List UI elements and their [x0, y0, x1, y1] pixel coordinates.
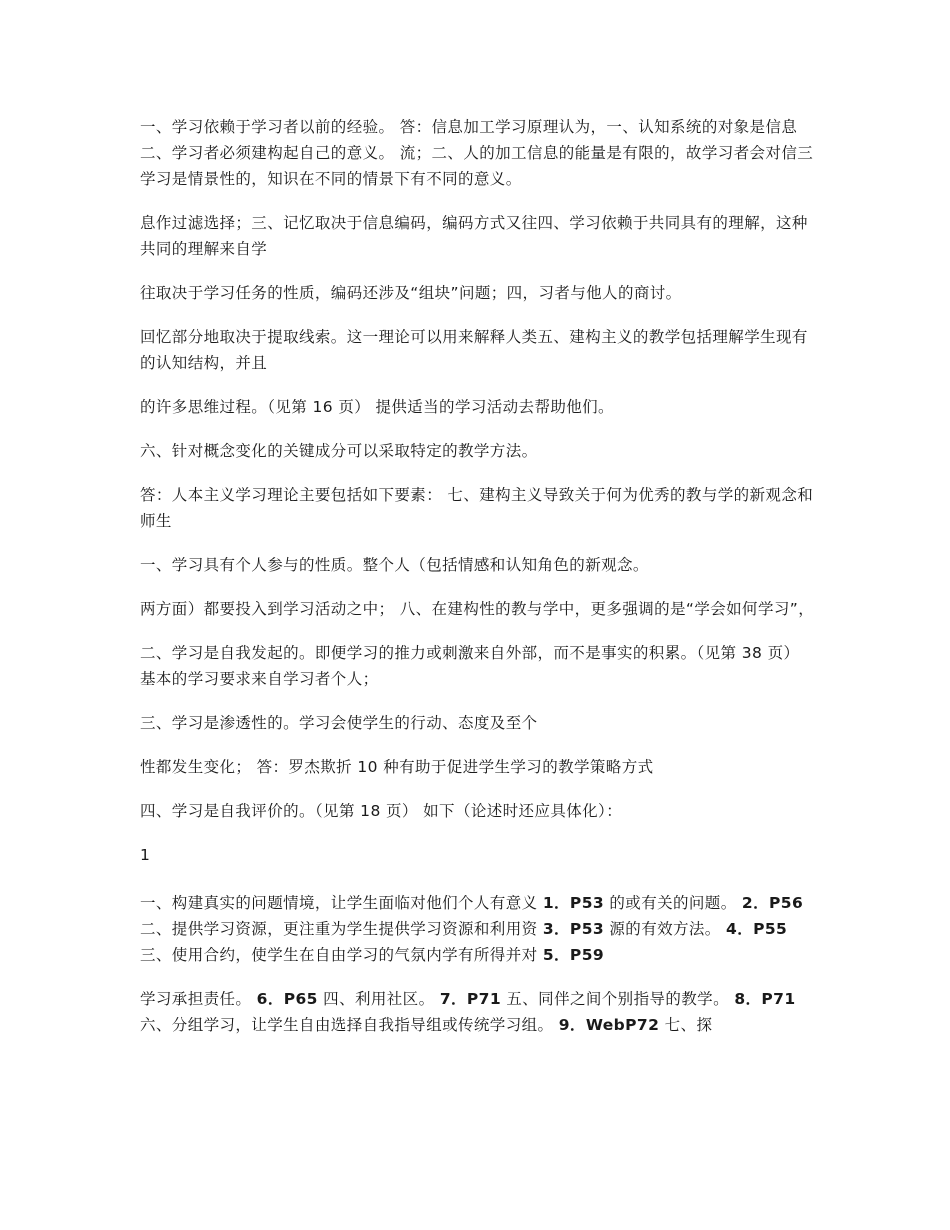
strategy-text: 的或有关的问题。: [604, 894, 742, 912]
paragraph-1: 一、学习依赖于学习者以前的经验。 答：信息加工学习原理认为，一、认知系统的对象是信息二、学习者必须建构起自己的意义。 流；二、人的加工信息的能量是有限的，故学习者会对信三学习是情景性的，知识在不同的情景下有不同的意义。: [140, 118, 814, 188]
paragraph-12: 性都发生变化； 答：罗杰欺折 10 种有助于促进学生学习的教学策略方式: [140, 758, 654, 776]
strategies-paragraph-1: [140, 890, 815, 968]
page-reference: 1．P53: [542, 894, 605, 912]
paragraph-9: 两方面）都要投入到学习活动之中； 八、在建构性的教与学中，更多强调的是“学会如何学习”，: [140, 600, 815, 618]
strategy-text: 四、利用社区。: [317, 990, 440, 1008]
paragraph-6: 六、针对概念变化的关键成分可以采取特定的教学方法。: [140, 442, 538, 460]
paragraph-13: 四、学习是自我评价的。（见第 18 页） 如下（论述时还应具体化）：: [140, 802, 623, 820]
paragraph-2: 息作过滤选择；三、记忆取决于信息编码，编码方式又往四、学习依赖于共同具有的理解，这种共同的理解来自学: [140, 214, 808, 258]
paragraph-8: 一、学习具有个人参与的性质。整个人（包括情感和认知角色的新观念。: [140, 556, 649, 574]
page-reference: 7．P71: [439, 990, 502, 1008]
page-reference: 9．WebP72: [558, 1016, 660, 1034]
strategy-text: 二、提供学习资源，更注重为学生提供学习资源和利用资: [140, 920, 543, 938]
paragraph-7: 答：人本主义学习理论主要包括如下要素： 七、建构主义导致关于何为优秀的教与学的新观念和师生: [140, 486, 814, 530]
paragraph-10: 二、学习是自我发起的。即便学习的推力或刺激来自外部，而不是事实的积累。（见第 38 页） 基本的学习要求来自学习者个人；: [140, 644, 800, 688]
strategy-text: 五、同伴之间个别指导的教学。: [501, 990, 735, 1008]
page-reference: 5．P59: [542, 946, 605, 964]
paragraph-3: 往取决于学习任务的性质，编码还涉及“组块”问题；四，习者与他人的商讨。: [140, 284, 682, 302]
document-body: [140, 114, 815, 1056]
paragraph-11: 三、学习是渗透性的。学习会使学生的行动、态度及至个: [140, 714, 538, 732]
page-number: 1: [140, 846, 151, 864]
page-reference: 6．P65: [256, 990, 318, 1008]
page-reference: 2．P56: [741, 894, 804, 912]
page-reference: 3．P53: [542, 920, 605, 938]
strategies-paragraph-2: [140, 986, 815, 1038]
strategy-text: 一、构建真实的问题情境，让学生面临对他们个人有意义: [140, 894, 543, 912]
strategy-text: 源的有效方法。: [604, 920, 727, 938]
strategy-text: 七、探: [659, 1016, 713, 1034]
page-reference: 8．P71: [734, 990, 796, 1008]
strategy-text: 三、使用合约，使学生在自由学习的气氛内学有所得并对: [140, 946, 543, 964]
paragraph-5: 的许多思维过程。（见第 16 页） 提供适当的学习活动去帮助他们。: [140, 398, 614, 416]
strategy-text: 学习承担责任。: [140, 990, 257, 1008]
paragraph-4: 回忆部分地取决于提取线索。这一理论可以用来解释人类五、建构主义的教学包括理解学生现有的认知结构，并且: [140, 328, 808, 372]
strategy-text: 六、分组学习，让学生自由选择自我指导组或传统学习组。: [140, 1016, 559, 1034]
page-reference: 4．P55: [726, 920, 788, 938]
